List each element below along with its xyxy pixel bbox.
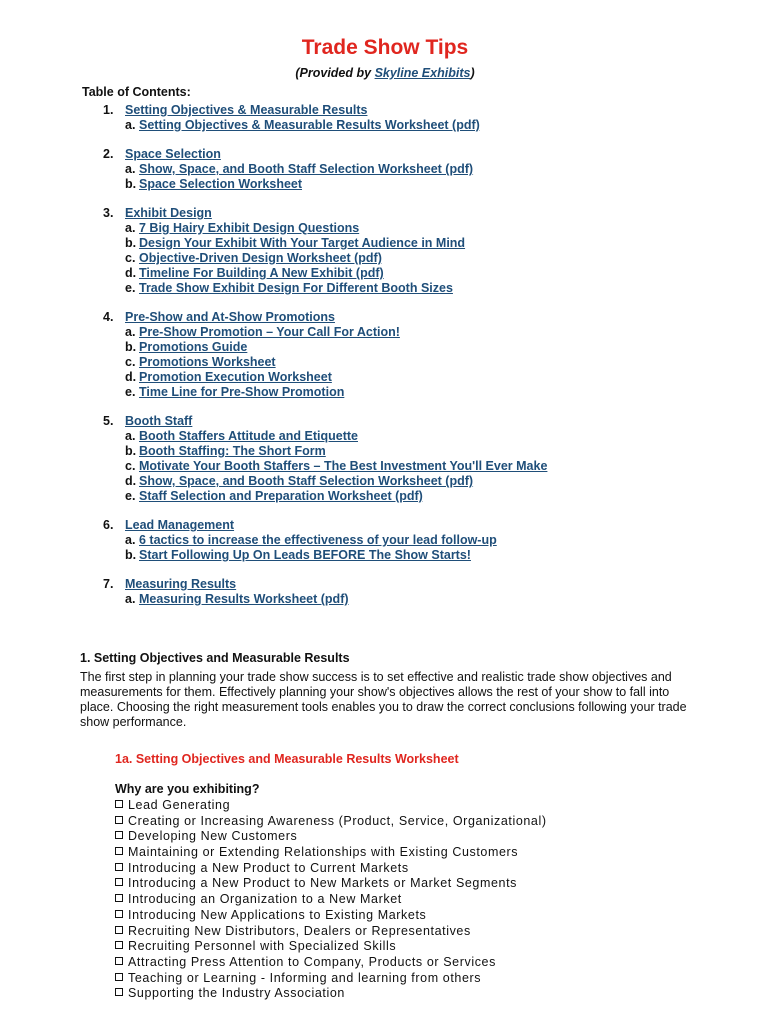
toc-sub-letter: b. <box>125 548 137 562</box>
toc-sub-link[interactable]: Show, Space, and Booth Staff Selection Worksheet (pdf) <box>139 162 474 176</box>
section-heading: 1. Setting Objectives and Measurable Results <box>80 651 350 665</box>
checkbox-icon[interactable] <box>115 878 123 886</box>
toc-link-exhibit-design[interactable]: Exhibit Design <box>125 206 212 220</box>
document-title: Trade Show Tips <box>301 36 469 59</box>
toc-link-booth-staff[interactable]: Booth Staff <box>125 414 193 428</box>
checklist-label: Maintaining or Extending Relationships with Existing Customers <box>128 845 519 860</box>
toc-sub-letter: c. <box>125 459 136 473</box>
checklist-label: Introducing New Applications to Existing Markets <box>128 907 427 922</box>
toc-sub-letter: e. <box>125 385 136 399</box>
toc-sub-link[interactable]: Promotion Execution Worksheet <box>139 370 332 384</box>
toc-link-measuring-results[interactable]: Measuring Results <box>125 577 237 591</box>
toc-sub-link[interactable]: Booth Staffers Attitude and Etiquette <box>139 429 358 443</box>
toc-sub-link[interactable]: 6 tactics to increase the effectiveness of your lead follow-up <box>139 533 497 547</box>
checklist-item <box>115 939 547 955</box>
toc-sub-link[interactable]: Staff Selection and Preparation Worksheet (pdf) <box>139 489 423 503</box>
toc-item <box>0 147 770 192</box>
toc-number: 6. <box>103 518 114 532</box>
toc-sub-link[interactable]: 7 Big Hairy Exhibit Design Questions <box>139 221 360 235</box>
checklist-item <box>115 814 547 830</box>
toc-sub-letter: a. <box>125 221 136 235</box>
checkbox-icon[interactable] <box>115 847 123 855</box>
checkbox-icon[interactable] <box>115 941 123 949</box>
toc-number: 4. <box>103 310 114 324</box>
subtitle-prefix: (Provided by <box>295 66 375 80</box>
toc-sub-link[interactable]: Design Your Exhibit With Your Target Audience in Mind <box>139 236 466 250</box>
toc-sub-link[interactable]: Motivate Your Booth Staffers – The Best Investment You'll Ever Make <box>139 459 548 473</box>
table-of-contents <box>0 103 770 621</box>
checklist-label: Creating or Increasing Awareness (Product, Service, Organizational) <box>128 813 547 828</box>
toc-sub-letter: d. <box>125 370 137 384</box>
checklist-label: Supporting the Industry Association <box>128 986 345 1001</box>
checkbox-icon[interactable] <box>115 894 123 902</box>
checklist-label: Attracting Press Attention to Company, Products or Services <box>128 954 496 969</box>
toc-sub-letter: d. <box>125 266 137 280</box>
checklist-item <box>115 908 547 924</box>
toc-sub-letter: c. <box>125 251 136 265</box>
toc-item <box>0 518 770 563</box>
checkbox-icon[interactable] <box>115 800 123 808</box>
toc-sub-letter: a. <box>125 429 136 443</box>
question-heading: Why are you exhibiting? <box>115 782 260 796</box>
toc-sub-letter: b. <box>125 236 137 250</box>
checkbox-icon[interactable] <box>115 831 123 839</box>
toc-sub-letter: e. <box>125 489 136 503</box>
toc-item <box>0 577 770 607</box>
toc-number: 5. <box>103 414 114 428</box>
toc-sub-link[interactable]: Booth Staffing: The Short Form <box>139 444 326 458</box>
checklist-label: Introducing a New Product to New Markets or Market Segments <box>128 876 518 891</box>
toc-item <box>0 414 770 504</box>
toc-sub-link[interactable]: Start Following Up On Leads BEFORE The Show Starts! <box>139 548 471 562</box>
toc-sub-letter: c. <box>125 355 136 369</box>
toc-link-lead-management[interactable]: Lead Management <box>125 518 235 532</box>
toc-sub-letter: a. <box>125 325 136 339</box>
checklist-item <box>115 924 547 940</box>
exhibiting-reasons-checklist <box>115 798 547 1002</box>
toc-sub-letter: b. <box>125 444 137 458</box>
checklist-label: Recruiting Personnel with Specialized Skills <box>128 939 397 954</box>
checkbox-icon[interactable] <box>115 988 123 996</box>
toc-number: 7. <box>103 577 114 591</box>
checklist-label: Lead Generating <box>128 798 231 812</box>
checklist-item <box>115 955 547 971</box>
checklist-item <box>115 861 547 877</box>
toc-sub-link[interactable]: Time Line for Pre-Show Promotion <box>139 385 345 399</box>
toc-sub-letter: d. <box>125 474 137 488</box>
toc-item <box>0 103 770 133</box>
toc-link-space-selection[interactable]: Space Selection <box>125 147 221 161</box>
checklist-label: Introducing an Organization to a New Market <box>128 892 402 907</box>
document-subtitle <box>0 66 770 80</box>
checklist-item <box>115 876 547 892</box>
toc-sub-letter: a. <box>125 533 136 547</box>
checkbox-icon[interactable] <box>115 863 123 871</box>
checkbox-icon[interactable] <box>115 926 123 934</box>
toc-sub-letter: a. <box>125 592 136 606</box>
toc-sub-link[interactable]: Space Selection Worksheet <box>139 177 303 191</box>
toc-sub-link[interactable]: Timeline For Building A New Exhibit (pdf) <box>139 266 384 280</box>
checklist-item <box>115 829 547 845</box>
toc-link-setting-objectives[interactable]: Setting Objectives & Measurable Results <box>125 103 368 117</box>
toc-sub-link[interactable]: Show, Space, and Booth Staff Selection Worksheet (pdf) <box>139 474 474 488</box>
toc-item <box>0 206 770 296</box>
toc-sub-letter: b. <box>125 340 137 354</box>
checkbox-icon[interactable] <box>115 816 123 824</box>
checklist-item <box>115 986 547 1002</box>
checklist-label: Introducing a New Product to Current Markets <box>128 860 409 875</box>
checklist-item <box>115 971 547 987</box>
section-body: The first step in planning your trade show success is to set effective and realistic trade show objectives and measurements for them. Effectively planning your show's objectives allows the rest of your show to fall into place. Choosing the right measurement tools enables you to draw the correct conclusions following your trade show performance. <box>80 670 687 729</box>
toc-number: 2. <box>103 147 114 161</box>
subtitle-suffix: ) <box>470 66 475 80</box>
skyline-exhibits-link[interactable]: Skyline Exhibits <box>374 66 471 80</box>
toc-sub-letter: a. <box>125 162 136 176</box>
toc-sub-link[interactable]: Promotions Worksheet <box>139 355 276 369</box>
checkbox-icon[interactable] <box>115 910 123 918</box>
checklist-item <box>115 892 547 908</box>
toc-number: 1. <box>103 103 114 117</box>
checklist-item <box>115 798 547 814</box>
checklist-item <box>115 845 547 861</box>
toc-sub-link[interactable]: Promotions Guide <box>139 340 248 354</box>
toc-sub-link[interactable]: Objective-Driven Design Worksheet (pdf) <box>139 251 382 265</box>
checkbox-icon[interactable] <box>115 973 123 981</box>
toc-item <box>0 310 770 400</box>
checklist-label: Teaching or Learning - Informing and learning from others <box>128 970 482 985</box>
toc-link-promotions[interactable]: Pre-Show and At-Show Promotions <box>125 310 335 324</box>
toc-sub-link[interactable]: Measuring Results Worksheet (pdf) <box>139 592 349 606</box>
toc-sub-letter: e. <box>125 281 136 295</box>
toc-sub-letter: a. <box>125 118 136 132</box>
toc-sub-letter: b. <box>125 177 137 191</box>
toc-number: 3. <box>103 206 114 220</box>
checkbox-icon[interactable] <box>115 957 123 965</box>
worksheet-heading: 1a. Setting Objectives and Measurable Results Worksheet <box>115 752 459 766</box>
toc-heading: Table of Contents: <box>82 85 191 99</box>
checklist-label: Developing New Customers <box>128 829 298 844</box>
toc-sub-link[interactable]: Setting Objectives & Measurable Results Worksheet (pdf) <box>139 118 480 132</box>
toc-sub-link[interactable]: Pre-Show Promotion – Your Call For Action! <box>139 325 400 339</box>
toc-sub-link[interactable]: Trade Show Exhibit Design For Different Booth Sizes <box>139 281 453 295</box>
checklist-label: Recruiting New Distributors, Dealers or Representatives <box>128 923 471 938</box>
